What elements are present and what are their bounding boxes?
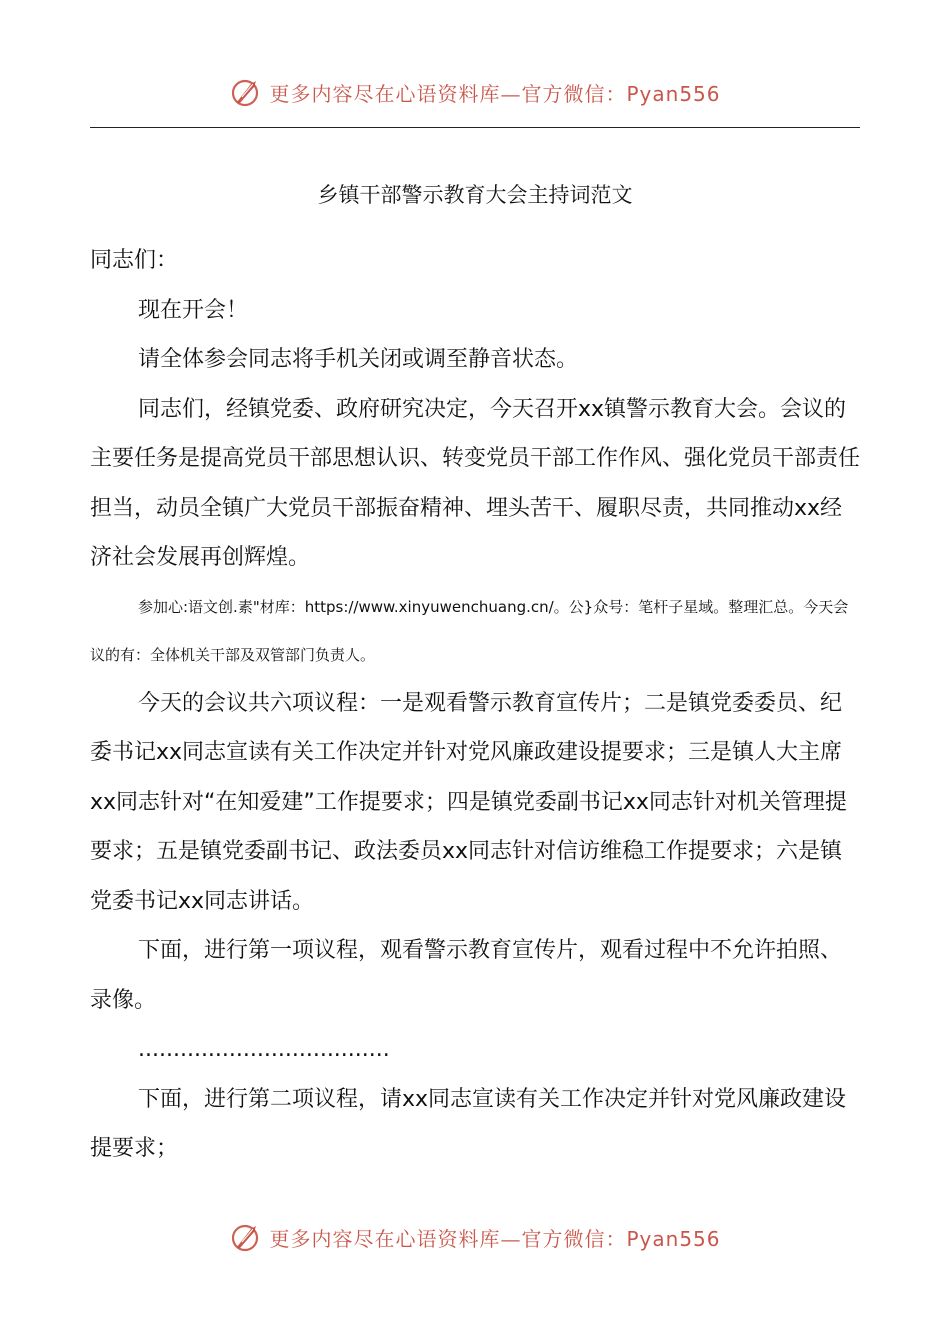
source-note: 参加心:语文创.素"材库：https://www.xinyuwenchuang.cn/。公}众号：笔杆子星域。整理汇总。今天会议的有：全体机关干部及双管部门负责人。 bbox=[90, 597, 849, 664]
paragraph: 同志们，经镇党委、政府研究决定，今天召开xx镇警示教育大会。会议的主要任务是提高党员干部思想认识、转变党员干部工作作风、强化党员干部责任担当，动员全镇广大党员干部振奋精神、埋头苦干、履职尽责，共同推动xx经济社会发展再创辉煌。 bbox=[90, 396, 861, 570]
paragraph: 现在开会！ bbox=[138, 297, 249, 323]
paragraph: 今天的会议共六项议程：一是观看警示教育宣传片；二是镇党委委员、纪委书记xx同志宣读有关工作决定并针对党风廉政建设提要求；三是镇人大主席xx同志针对“在知爱建”工作提要求；四是镇党委副书记xx同志针对机关管理提要求；五是镇党委副书记、政法委员xx同志针对信访维稳工作提要求；六是镇党委书记xx同志讲话。 bbox=[90, 690, 847, 914]
wechat-id: Pyan556 bbox=[626, 81, 721, 106]
salutation: 同志们： bbox=[90, 248, 179, 273]
paragraph: 下面，进行第一项议程，观看警示教育宣传片，观看过程中不允许拍照、录像。 bbox=[90, 938, 843, 1013]
quill-pen-circle-icon bbox=[229, 75, 263, 109]
wechat-id: Pyan556 bbox=[626, 1226, 721, 1251]
document-body bbox=[90, 236, 862, 1174]
footer-banner bbox=[0, 1217, 950, 1257]
quill-pen-circle-icon bbox=[229, 1220, 263, 1254]
banner-text: 更多内容尽在心语资料库—官方微信：Pyan556 bbox=[269, 81, 721, 106]
paragraph: 请全体参会同志将手机关闭或调至静音状态。 bbox=[138, 347, 579, 372]
document-title: 乡镇干部警示教育大会主持词范文 bbox=[317, 183, 633, 207]
header-divider bbox=[90, 127, 860, 128]
header-banner bbox=[0, 72, 950, 112]
banner-text: 更多内容尽在心语资料库—官方微信：Pyan556 bbox=[269, 1226, 721, 1251]
paragraph: 下面，进行第二项议程，请xx同志宣读有关工作决定并针对党风廉政建设提要求； bbox=[90, 1086, 847, 1161]
ellipsis-line: .................................... bbox=[138, 1037, 390, 1062]
